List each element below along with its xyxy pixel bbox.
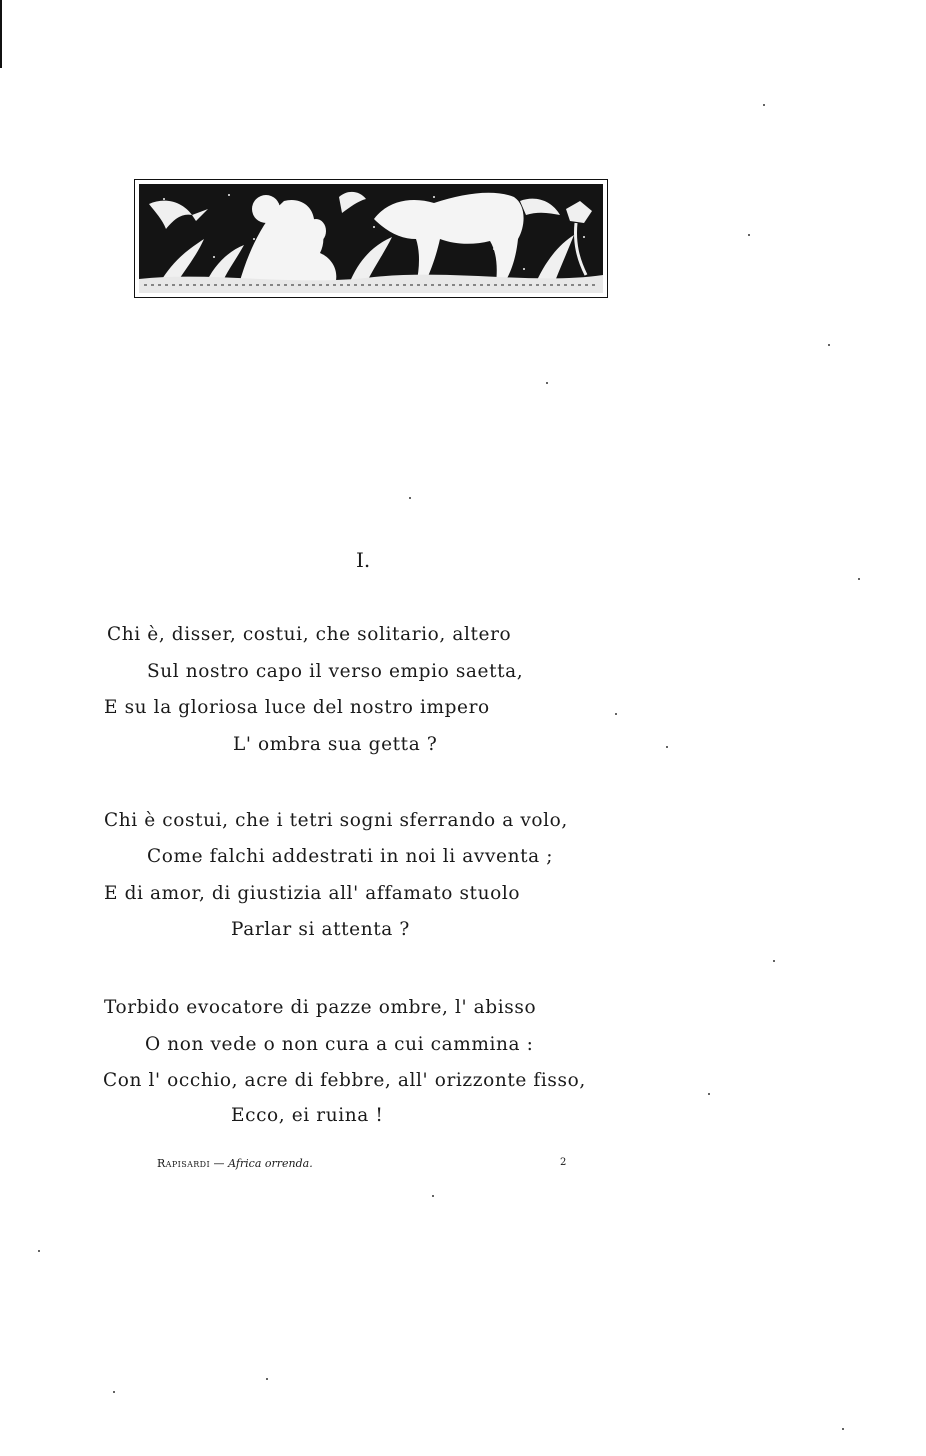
scan-speck [828, 344, 830, 346]
scan-speck [546, 382, 548, 384]
scan-speck [842, 1428, 844, 1430]
scan-speck [615, 713, 617, 715]
scan-speck [38, 1250, 40, 1252]
scan-speck [409, 497, 411, 499]
scan-speck [266, 1378, 268, 1380]
stanza-2-line-2: Come falchi addestrati in noi li avventa ; [147, 846, 554, 867]
signature-mark: 2 [560, 1157, 567, 1168]
scan-speck [666, 746, 668, 748]
stanza-2-line-1: Chi è costui, che i tetri sogni sferrando a volo, [104, 810, 568, 831]
footer-author: Rapisardi [157, 1157, 211, 1170]
stanza-3-line-3: Con l' occhio, acre di febbre, all' orizzonte fisso, [103, 1070, 586, 1091]
headpiece-illustration [134, 179, 608, 298]
scan-speck [858, 578, 860, 580]
scan-edge [0, 0, 2, 68]
stanza-3-line-4: Ecco, ei ruina ! [231, 1105, 384, 1126]
stanza-3-line-1: Torbido evocatore di pazze ombre, l' abisso [104, 997, 537, 1018]
scan-speck [113, 1391, 115, 1393]
scan-speck [748, 234, 750, 236]
stanza-3-line-2: O non vede o non cura a cui cammina : [145, 1034, 534, 1055]
scan-speck [708, 1093, 710, 1095]
section-number: I. [356, 548, 371, 572]
stanza-2-line-3: E di amor, di giustizia all' affamato stuolo [104, 883, 521, 904]
scan-speck [773, 960, 775, 962]
footer-separator: — [210, 1157, 229, 1170]
stanza-1-line-1: Chi è, disser, costui, che solitario, altero [107, 624, 512, 645]
footer-credit [157, 1157, 313, 1170]
footer-title: Africa orrenda. [228, 1157, 313, 1170]
stanza-1-line-3: E su la gloriosa luce del nostro impero [104, 697, 490, 718]
stanza-2-line-4: Parlar si attenta ? [231, 919, 410, 940]
stanza-1-line-4: L' ombra sua getta ? [233, 734, 438, 755]
scan-speck [432, 1195, 434, 1197]
stanza-1-line-2: Sul nostro capo il verso empio saetta, [147, 661, 524, 682]
scan-speck [763, 104, 765, 106]
